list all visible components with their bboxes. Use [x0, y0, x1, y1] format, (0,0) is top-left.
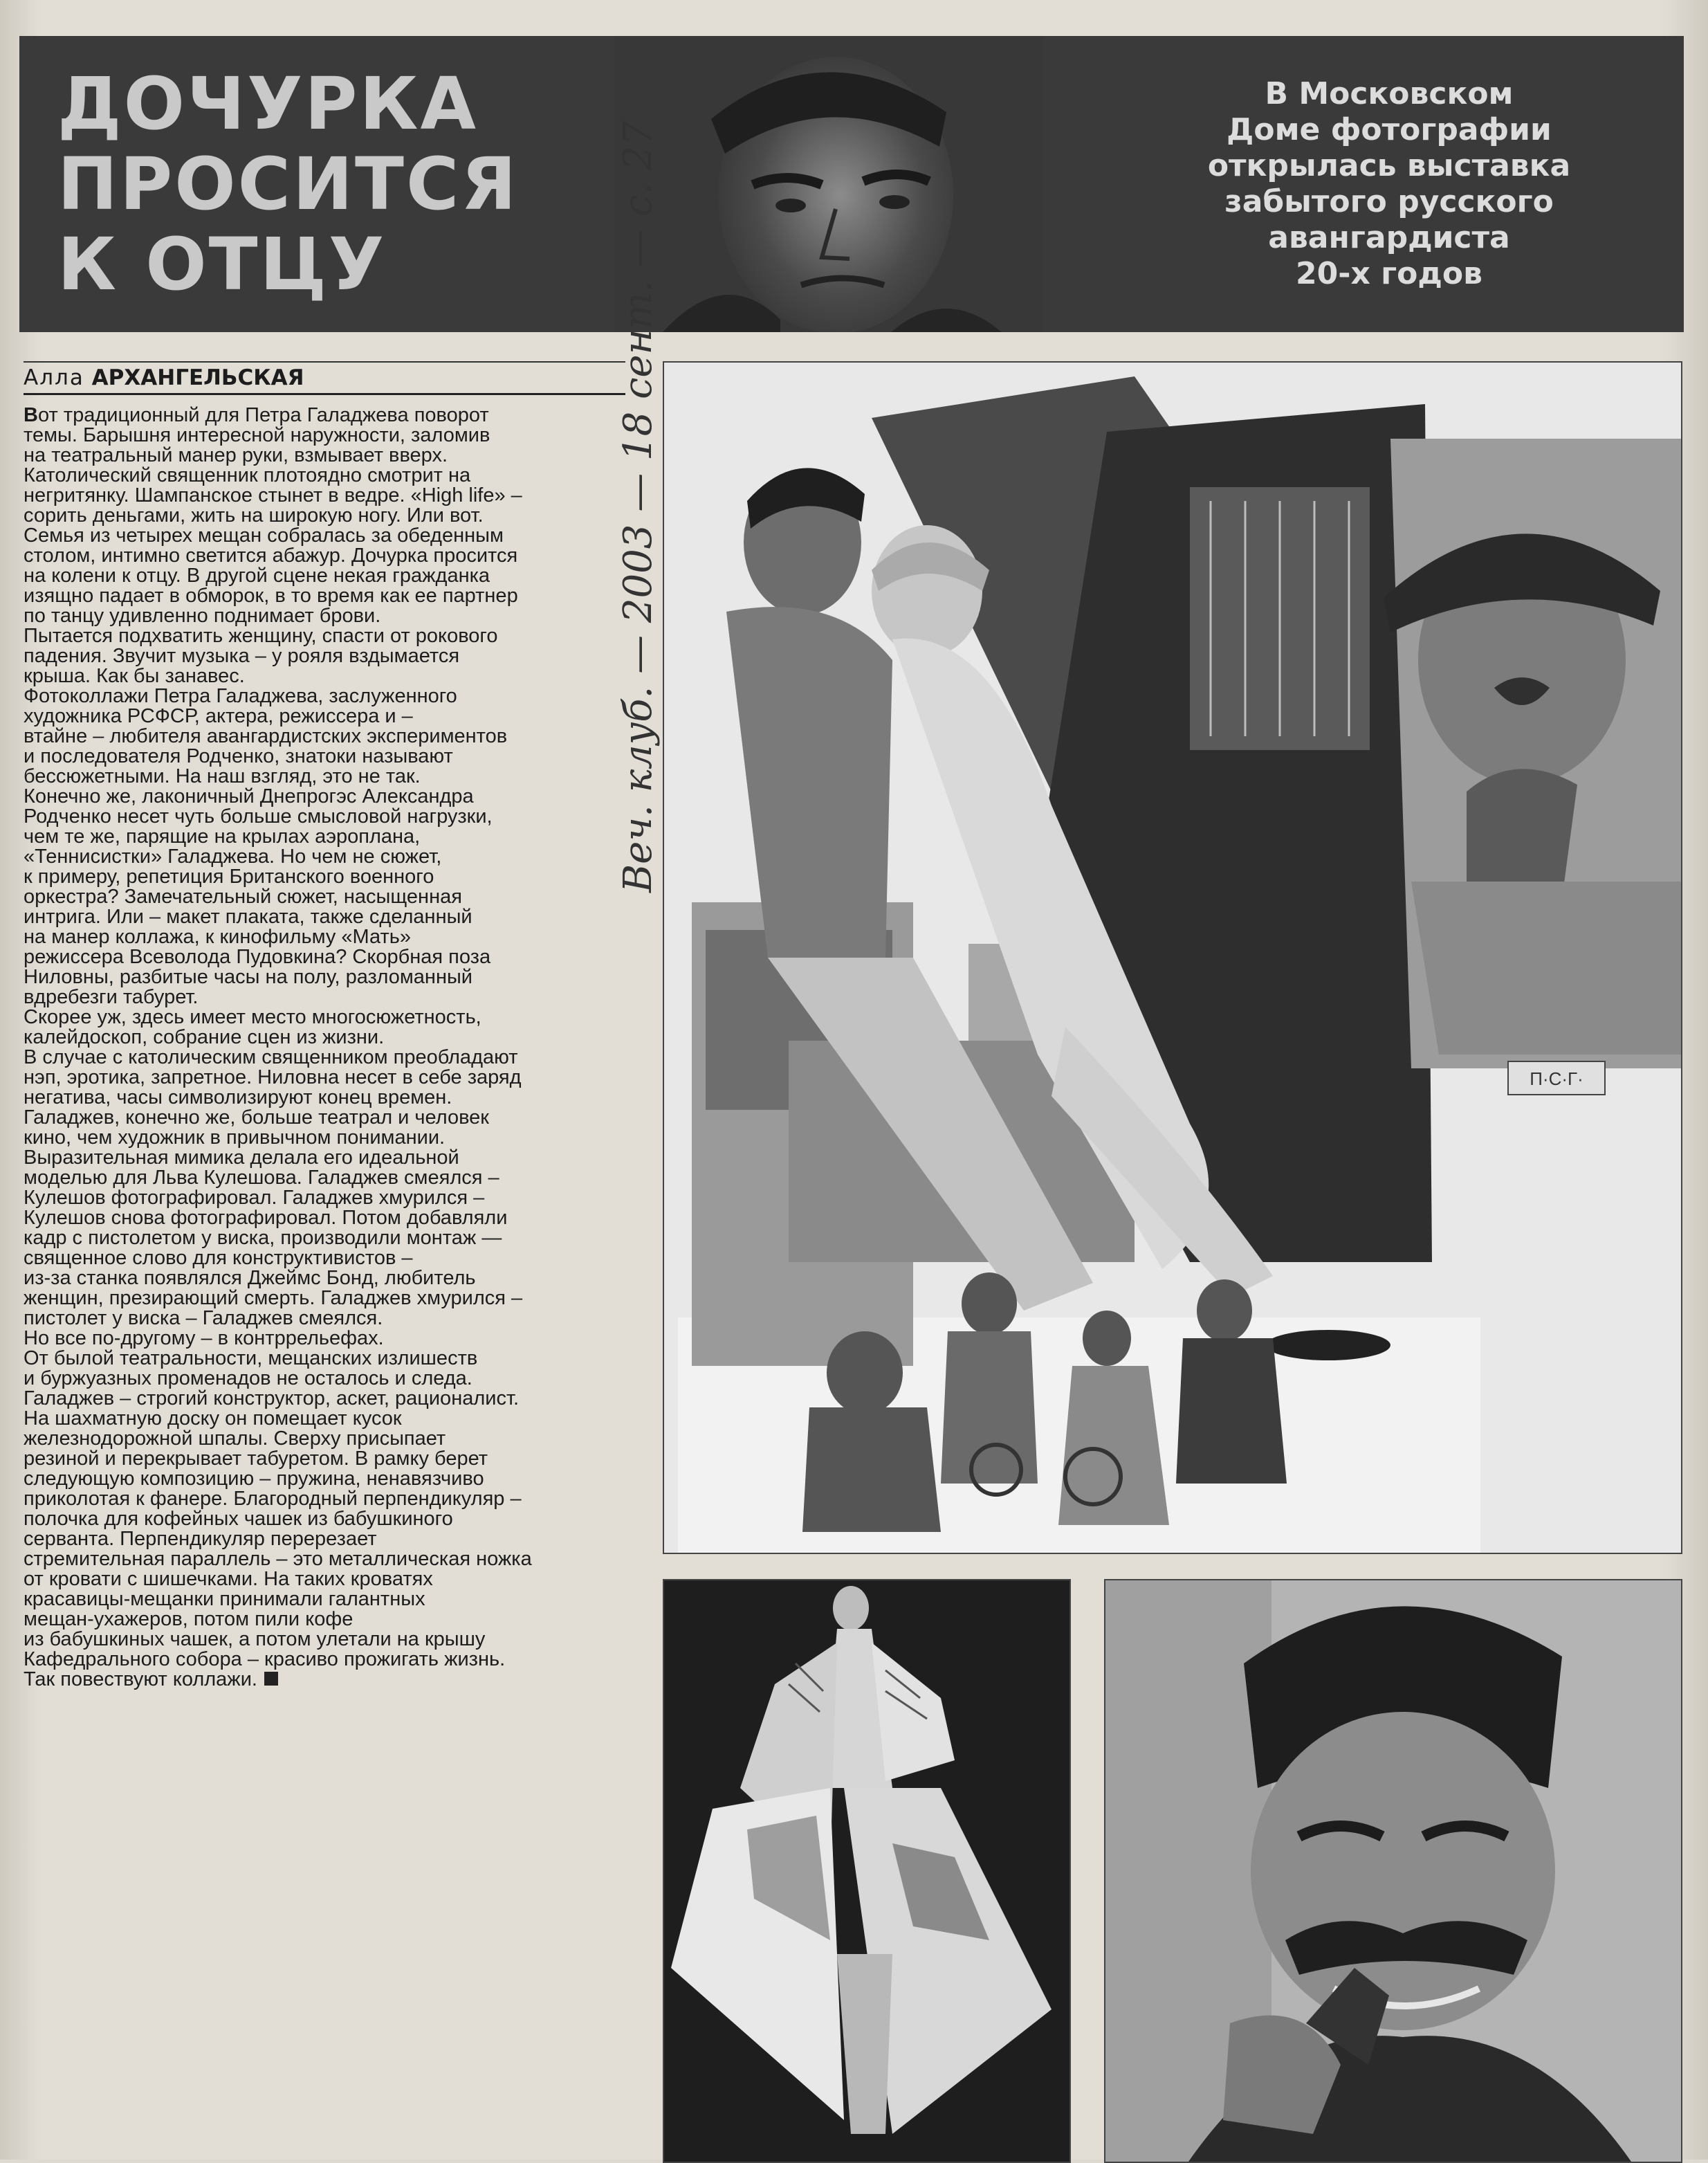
article-line-text: железнодорожной шпалы. Сверху присыпает: [24, 1427, 446, 1450]
article-line-text: на колени к отцу. В другой сцене некая гражданка: [24, 565, 490, 587]
article-line: [24, 847, 632, 867]
article-line: [24, 947, 632, 967]
article-line-text: на манер коллажа, к кинофильму «Мать»: [24, 926, 412, 948]
headline-line: К ОТЦУ: [57, 222, 387, 307]
article-line: [24, 606, 632, 626]
article-line: [24, 1128, 632, 1148]
article-line-text: полочка для кофейных чашек из бабушкиного: [24, 1508, 453, 1530]
article-line: [24, 1208, 632, 1228]
article-line: [24, 486, 632, 506]
article-line: [24, 1549, 632, 1569]
article-line-text: стремительная параллель – это металлическая ножка: [24, 1548, 532, 1570]
article-line: [24, 526, 632, 546]
article-line: [24, 446, 632, 466]
subheadline-line: открылась выставка: [1207, 148, 1571, 183]
article-line: [24, 1529, 632, 1549]
article-line: [24, 1449, 632, 1469]
article-line-text: изящно падает в обморок, в то время как ее партнер: [24, 585, 518, 607]
article-line-text: Выразительная мимика делала его идеальной: [24, 1147, 459, 1169]
article-line-text: столом, интимно светится абажур. Дочурка просится: [24, 545, 518, 567]
article-line: [24, 1589, 632, 1609]
article-line-text: крыша. Как бы занавес.: [24, 665, 245, 687]
costume-sketch-photo: [663, 1579, 1071, 2163]
article-line-text: мещан-ухажеров, потом пили кофе: [24, 1608, 353, 1630]
article-line: [24, 1248, 632, 1268]
article-line-text: следующую композицию – пружина, ненавязчиво: [24, 1468, 484, 1490]
author-first-name: Алла: [24, 365, 84, 390]
subheadline-line: В Московском: [1265, 76, 1514, 111]
article-line: [24, 1007, 632, 1028]
article-line: [24, 1268, 632, 1288]
article-line: [24, 1369, 632, 1389]
article-line-text: Но все по-другому – в контррельефах.: [24, 1327, 384, 1349]
portrait-with-pistol-photo: [1104, 1579, 1682, 2163]
article-line: [24, 747, 632, 767]
article-line: [24, 1048, 632, 1068]
article-line-text: Католический священник плотоядно смотрит на: [24, 464, 471, 486]
article-line-text: негритянку. Шампанское стынет в ведре. «High life» –: [24, 484, 522, 506]
article-line-text: падения. Звучит музыка – у рояля вздымается: [24, 645, 460, 667]
article-line-text: на театральный манер руки, взмывает вверх.: [24, 444, 448, 466]
headline-line: ДОЧУРКА: [57, 62, 478, 146]
article-line-text: моделью для Льва Кулешова. Галаджев смеялся –: [24, 1167, 499, 1189]
article-line-text: кино, чем художник в привычном понимании.: [24, 1126, 446, 1149]
article-line: [24, 867, 632, 887]
article-line-text: к примеру, репетиция Британского военного: [24, 866, 434, 888]
article-line-text: Конечно же, лаконичный Днепрогэс Александра: [24, 785, 474, 807]
article-line-text: режиссера Всеволода Пудовкина? Скорбная поза: [24, 946, 491, 968]
article-line-text: пистолет у виска – Галаджев смеялся.: [24, 1307, 383, 1329]
article-line-text: Так повествуют коллажи.: [24, 1668, 257, 1690]
article-line: [24, 1509, 632, 1529]
portrait-with-pistol-illustration: [1105, 1580, 1681, 2162]
article-line-text: Кафедрального собора – красиво прожигать жизнь.: [24, 1648, 506, 1670]
article-line-text: Кулешов снова фотографировал. Потом добавляли: [24, 1207, 508, 1229]
article-line: [24, 787, 632, 807]
article-line: [24, 666, 632, 686]
article-line: [24, 1409, 632, 1429]
costume-sketch-illustration: [664, 1580, 1069, 2162]
header-portrait-photo: [614, 36, 1043, 332]
article-line: [24, 927, 632, 947]
author-byline: [24, 361, 625, 395]
article-line-text: по танцу удивленно поднимает брови.: [24, 605, 381, 627]
article-line-text: красавицы-мещанки принимали галантных: [24, 1588, 425, 1610]
article-line: [24, 1308, 632, 1329]
article-line: [24, 907, 632, 927]
article-line-text: Ниловны, разбитые часы на полу, разломанный: [24, 966, 473, 988]
article-line: [24, 1168, 632, 1188]
article-line: [24, 1228, 632, 1248]
article-line-text: женщин, презирающий смерть. Галаджев хмурился –: [24, 1287, 523, 1309]
article-line: [24, 546, 632, 566]
article-dropcap: В: [24, 404, 38, 426]
article-line: [24, 1429, 632, 1449]
article-line-text: приколотая к фанере. Благородный перпендикуляр –: [24, 1488, 522, 1510]
article-line-text: серванта. Перпендикуляр перерезает: [24, 1528, 377, 1550]
article-line: [24, 1349, 632, 1369]
article-line: [24, 1609, 632, 1630]
subheadline-line: авангардиста: [1268, 220, 1510, 255]
article-line: [24, 706, 632, 727]
article-line-text: темы. Барышня интересной наружности, заломив: [24, 424, 490, 446]
author-last-name: АРХАНГЕЛЬСКАЯ: [91, 365, 304, 390]
article-line: [24, 767, 632, 787]
article-line-text: втайне – любителя авангардистских экспериментов: [24, 725, 508, 747]
article-line: [24, 1630, 632, 1650]
article-line: [24, 1028, 632, 1048]
article-line: [24, 1670, 632, 1690]
article-line-text: интрига. Или – макет плаката, также сделанный: [24, 906, 472, 928]
handwritten-citation-note: Веч. клуб. — 2003 — 18 сент. — с. 27: [616, 120, 661, 893]
headline: [57, 62, 666, 307]
article-line-text: чем те же, парящие на крылах аэроплана,: [24, 825, 421, 848]
article-line-text: Скорее уж, здесь имеет место многосюжетность,: [24, 1006, 481, 1028]
article-line-text: от традиционный для Петра Галаджева поворот: [37, 404, 489, 426]
subheadline-line: 20-х годов: [1295, 256, 1482, 291]
article-line-text: нэп, эротика, запретное. Ниловна несет в себе заряд: [24, 1066, 522, 1088]
article-line-text: негатива, часы символизируют конец времен.: [24, 1086, 452, 1108]
article-line: [24, 827, 632, 847]
collage-mark-text: П·С·Г·: [1530, 1068, 1583, 1089]
subheadline-line: Доме фотографии: [1227, 112, 1552, 147]
header-banner: [19, 36, 1684, 332]
article-line: [24, 506, 632, 526]
article-line: [24, 466, 632, 486]
collage-illustration: [664, 363, 1681, 1553]
article-line: [24, 1389, 632, 1409]
article-line-text: Родченко несет чуть больше смысловой нагрузки,: [24, 805, 493, 828]
article-line: [24, 807, 632, 827]
article-line: [24, 586, 632, 606]
end-of-article-mark: [264, 1672, 278, 1686]
article-line-text: вдребезги табурет.: [24, 986, 199, 1008]
article-line-text: Фотоколлажи Петра Галаджева, заслуженного: [24, 685, 457, 707]
article-line: [24, 1148, 632, 1168]
article-line-text: священное слово для конструктивистов –: [24, 1247, 413, 1269]
headline-line: ПРОСИТСЯ: [57, 142, 519, 226]
article-line-text: кадр с пистолетом у виска, производили монтаж —: [24, 1227, 502, 1249]
article-line: [24, 1329, 632, 1349]
article-line: [24, 405, 632, 426]
article-line-text: и последователя Родченко, знатоки называют: [24, 745, 453, 767]
article-line-text: Кулешов фотографировал. Галаджев хмурился –: [24, 1187, 485, 1209]
subheadline-line: забытого русского: [1224, 184, 1554, 219]
article-line: [24, 1108, 632, 1128]
article-line-text: из-за станка появлялся Джеймс Бонд, любитель: [24, 1267, 476, 1289]
article-line: [24, 1188, 632, 1208]
article-line-text: резиной и перекрывает табуретом. В рамку берет: [24, 1448, 488, 1470]
article-line-text: В случае с католическим священником преобладают: [24, 1046, 518, 1068]
article-line-text: От былой театральности, мещанских излишеств: [24, 1347, 478, 1369]
article-line: [24, 426, 632, 446]
article-line: [24, 646, 632, 666]
article-line: [24, 1650, 632, 1670]
article-body: [24, 405, 632, 1690]
article-line: [24, 727, 632, 747]
article-line: [24, 1569, 632, 1589]
article-line: [24, 686, 632, 706]
article-line: [24, 1469, 632, 1489]
article-line: [24, 626, 632, 646]
article-line-text: от кровати с шишечками. На таких кроватях: [24, 1568, 433, 1590]
article-line-text: Пытается подхватить женщину, спасти от рокового: [24, 625, 498, 647]
article-line-text: бессюжетными. На наш взгляд, это не так.: [24, 765, 421, 787]
article-line-text: На шахматную доску он помещает кусок: [24, 1407, 402, 1430]
article-line: [24, 1068, 632, 1088]
article-line: [24, 1489, 632, 1509]
article-line-text: калейдоскоп, собрание сцен из жизни.: [24, 1026, 385, 1048]
article-line-text: художника РСФСР, актера, режиссера и –: [24, 705, 413, 727]
article-line: [24, 1088, 632, 1108]
article-line-text: «Теннисистки» Галаджева. Но чем не сюжет,: [24, 846, 442, 868]
article-line: [24, 887, 632, 907]
article-line-text: Галаджев, конечно же, больше театрал и человек: [24, 1106, 489, 1129]
article-line-text: и буржуазных променадов не осталось и следа.: [24, 1367, 472, 1389]
article-line-text: Семья из четырех мещан собралась за обеденным: [24, 524, 504, 547]
collage-photo: [663, 361, 1682, 1554]
article-line: [24, 987, 632, 1007]
article-line-text: оркестра? Замечательный сюжет, насыщенная: [24, 886, 462, 908]
article-line-text: сорить деньгами, жить на широкую ногу. Или вот.: [24, 504, 484, 527]
article-line-text: из бабушкиных чашек, а потом улетали на крышу: [24, 1628, 486, 1650]
article-line: [24, 967, 632, 987]
article-line: [24, 1288, 632, 1308]
article-line: [24, 566, 632, 586]
subheadline: [1126, 76, 1652, 292]
article-line-text: Галаджев – строгий конструктор, аскет, рационалист.: [24, 1387, 520, 1409]
